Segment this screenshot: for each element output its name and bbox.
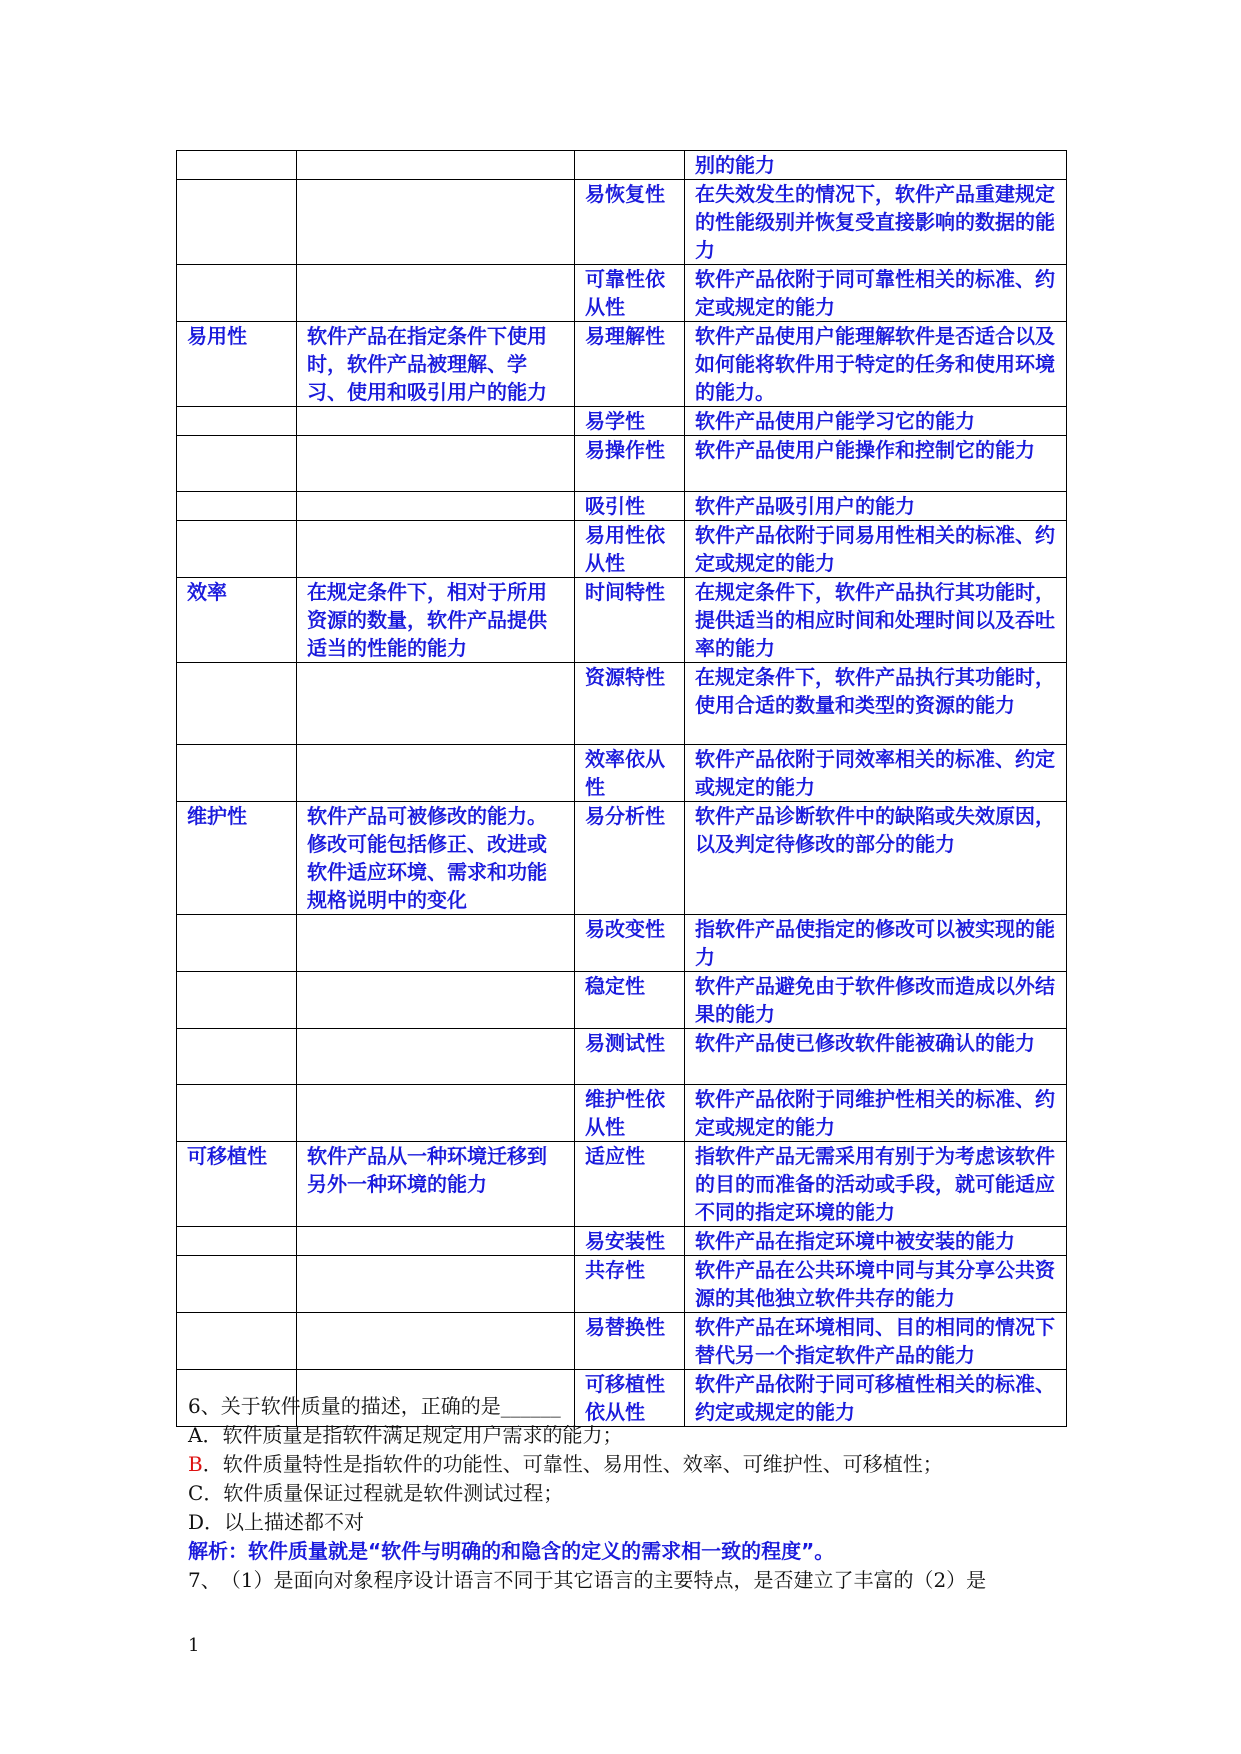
category-cell [177,521,297,578]
table-row [177,521,1067,578]
definition-cell: 软件产品在指定条件下使用时，软件产品被理解、学习、使用和吸引用户的能力 [297,322,575,407]
category-cell [177,1313,297,1370]
subcharacteristic-definition-cell: 别的能力 [685,151,1067,180]
subcharacteristic-definition-cell: 在规定条件下，软件产品执行其功能时，提供适当的相应时间和处理时间以及吞吐率的能力 [685,578,1067,663]
subcharacteristic-definition-cell: 在失效发生的情况下，软件产品重建规定的性能级别并恢复受直接影响的数据的能力 [685,180,1067,265]
definition-cell [297,1313,575,1370]
category-cell [177,265,297,322]
definition-cell [297,265,575,322]
subcharacteristic-definition-cell: 软件产品依附于同效率相关的标准、约定或规定的能力 [685,745,1067,802]
subcharacteristic-definition-cell: 软件产品依附于同维护性相关的标准、约定或规定的能力 [685,1085,1067,1142]
category-cell [177,151,297,180]
category-cell [177,1256,297,1313]
table-row [177,1313,1067,1370]
subcharacteristic-definition-cell: 指软件产品无需采用有别于为考虑该软件的目的而准备的活动或手段，就可能适应不同的指定环境的能力 [685,1142,1067,1227]
table-row [177,745,1067,802]
subcharacteristic-cell [575,151,685,180]
subcharacteristic-definition-cell: 软件产品在公共环境中同与其分享公共资源的其他独立软件共存的能力 [685,1256,1067,1313]
subcharacteristic-definition-cell: 指软件产品使指定的修改可以被实现的能力 [685,915,1067,972]
option-a: A．软件质量是指软件满足规定用户需求的能力； [188,1423,623,1447]
subcharacteristic-definition-cell: 软件产品吸引用户的能力 [685,492,1067,521]
subcharacteristic-cell: 可移植性依从性 [575,1370,685,1427]
subcharacteristic-definition-cell: 软件产品使用户能学习它的能力 [685,407,1067,436]
definition-cell [297,663,575,745]
definition-cell: 软件产品从一种环境迁移到另外一种环境的能力 [297,1142,575,1227]
table-row [177,407,1067,436]
subcharacteristic-definition-cell: 软件产品使已修改软件能被确认的能力 [685,1029,1067,1085]
definition-cell: 在规定条件下，相对于所用资源的数量，软件产品提供适当的性能的能力 [297,578,575,663]
definition-cell [297,436,575,492]
page-number: 1 [188,1635,200,1656]
subcharacteristic-cell: 可靠性依从性 [575,265,685,322]
option-b: B．软件质量特性是指软件的功能性、可靠性、易用性、效率、可维护性、可移植性； [188,1452,943,1476]
table-row [177,1227,1067,1256]
subcharacteristic-cell: 稳定性 [575,972,685,1029]
subcharacteristic-cell: 维护性依从性 [575,1085,685,1142]
table-row [177,492,1067,521]
question-7-stem: 7、 （1）是面向对象程序设计语言不同于其它语言的主要特点，是否建立了丰富的（2）是 [188,1568,987,1592]
quality-characteristics-table [176,150,1067,1427]
table-row [177,151,1067,180]
subcharacteristic-cell: 易安装性 [575,1227,685,1256]
question-6-stem: 6、关于软件质量的描述，正确的是______ [188,1394,561,1418]
definition-cell [297,151,575,180]
option-c: C．软件质量保证过程就是软件测试过程； [188,1481,564,1505]
subcharacteristic-cell: 吸引性 [575,492,685,521]
category-cell [177,1227,297,1256]
definition-cell [297,521,575,578]
table-row [177,436,1067,492]
subcharacteristic-definition-cell: 软件产品诊断软件中的缺陷或失效原因，以及判定待修改的部分的能力 [685,802,1067,915]
category-cell [177,407,297,436]
category-cell: 效率 [177,578,297,663]
subcharacteristic-definition-cell: 软件产品依附于同可移植性相关的标准、约定或规定的能力 [685,1370,1067,1427]
option-d: D．以上描述都不对 [188,1510,365,1534]
table-row [177,1256,1067,1313]
subcharacteristic-cell: 时间特性 [575,578,685,663]
definition-cell [297,972,575,1029]
definition-cell [297,407,575,436]
subcharacteristic-cell: 易改变性 [575,915,685,972]
category-cell [177,915,297,972]
table-row [177,802,1067,915]
subcharacteristic-definition-cell: 在规定条件下，软件产品执行其功能时，使用合适的数量和类型的资源的能力 [685,663,1067,745]
definition-cell [297,1227,575,1256]
table-row [177,663,1067,745]
definition-cell [297,745,575,802]
subcharacteristic-cell: 易理解性 [575,322,685,407]
subcharacteristic-cell: 易学性 [575,407,685,436]
definition-cell [297,1256,575,1313]
category-cell [177,663,297,745]
definition-cell [297,1085,575,1142]
subcharacteristic-cell: 效率依从性 [575,745,685,802]
subcharacteristic-definition-cell: 软件产品依附于同可靠性相关的标准、约定或规定的能力 [685,265,1067,322]
table-row [177,1029,1067,1085]
table-row [177,915,1067,972]
subcharacteristic-cell: 易操作性 [575,436,685,492]
subcharacteristic-cell: 适应性 [575,1142,685,1227]
definition-cell [297,492,575,521]
subcharacteristic-definition-cell: 软件产品使用户能操作和控制它的能力 [685,436,1067,492]
category-cell: 易用性 [177,322,297,407]
subcharacteristic-cell: 易用性依从性 [575,521,685,578]
definition-cell [297,1029,575,1085]
table-row [177,1085,1067,1142]
table-row [177,180,1067,265]
subcharacteristic-cell: 资源特性 [575,663,685,745]
subcharacteristic-definition-cell: 软件产品依附于同易用性相关的标准、约定或规定的能力 [685,521,1067,578]
subcharacteristic-definition-cell: 软件产品在环境相同、目的相同的情况下替代另一个指定软件产品的能力 [685,1313,1067,1370]
definition-cell: 软件产品可被修改的能力。修改可能包括修正、改进或软件适应环境、需求和功能规格说明中的变化 [297,802,575,915]
answer-analysis: 解析：软件质量就是“软件与明确的和隐含的定义的需求相一致的程度”。 [188,1539,835,1563]
subcharacteristic-cell: 易替换性 [575,1313,685,1370]
subcharacteristic-cell: 易恢复性 [575,180,685,265]
category-cell [177,180,297,265]
subcharacteristic-cell: 共存性 [575,1256,685,1313]
table-row [177,578,1067,663]
subcharacteristic-definition-cell: 软件产品使用户能理解软件是否适合以及如何能将软件用于特定的任务和使用环境的能力。 [685,322,1067,407]
table-row [177,1142,1067,1227]
table-row [177,322,1067,407]
subcharacteristic-definition-cell: 软件产品在指定环境中被安装的能力 [685,1227,1067,1256]
category-cell [177,1029,297,1085]
table-row [177,972,1067,1029]
definition-cell [297,180,575,265]
category-cell [177,492,297,521]
category-cell [177,436,297,492]
subcharacteristic-definition-cell: 软件产品避免由于软件修改而造成以外结果的能力 [685,972,1067,1029]
category-cell [177,1085,297,1142]
table-row [177,265,1067,322]
category-cell: 可移植性 [177,1142,297,1227]
subcharacteristic-cell: 易测试性 [575,1029,685,1085]
definition-cell [297,915,575,972]
category-cell [177,972,297,1029]
question-section [188,1392,1068,1595]
correct-answer-marker: B [188,1452,203,1476]
category-cell [177,745,297,802]
category-cell: 维护性 [177,802,297,915]
subcharacteristic-cell: 易分析性 [575,802,685,915]
